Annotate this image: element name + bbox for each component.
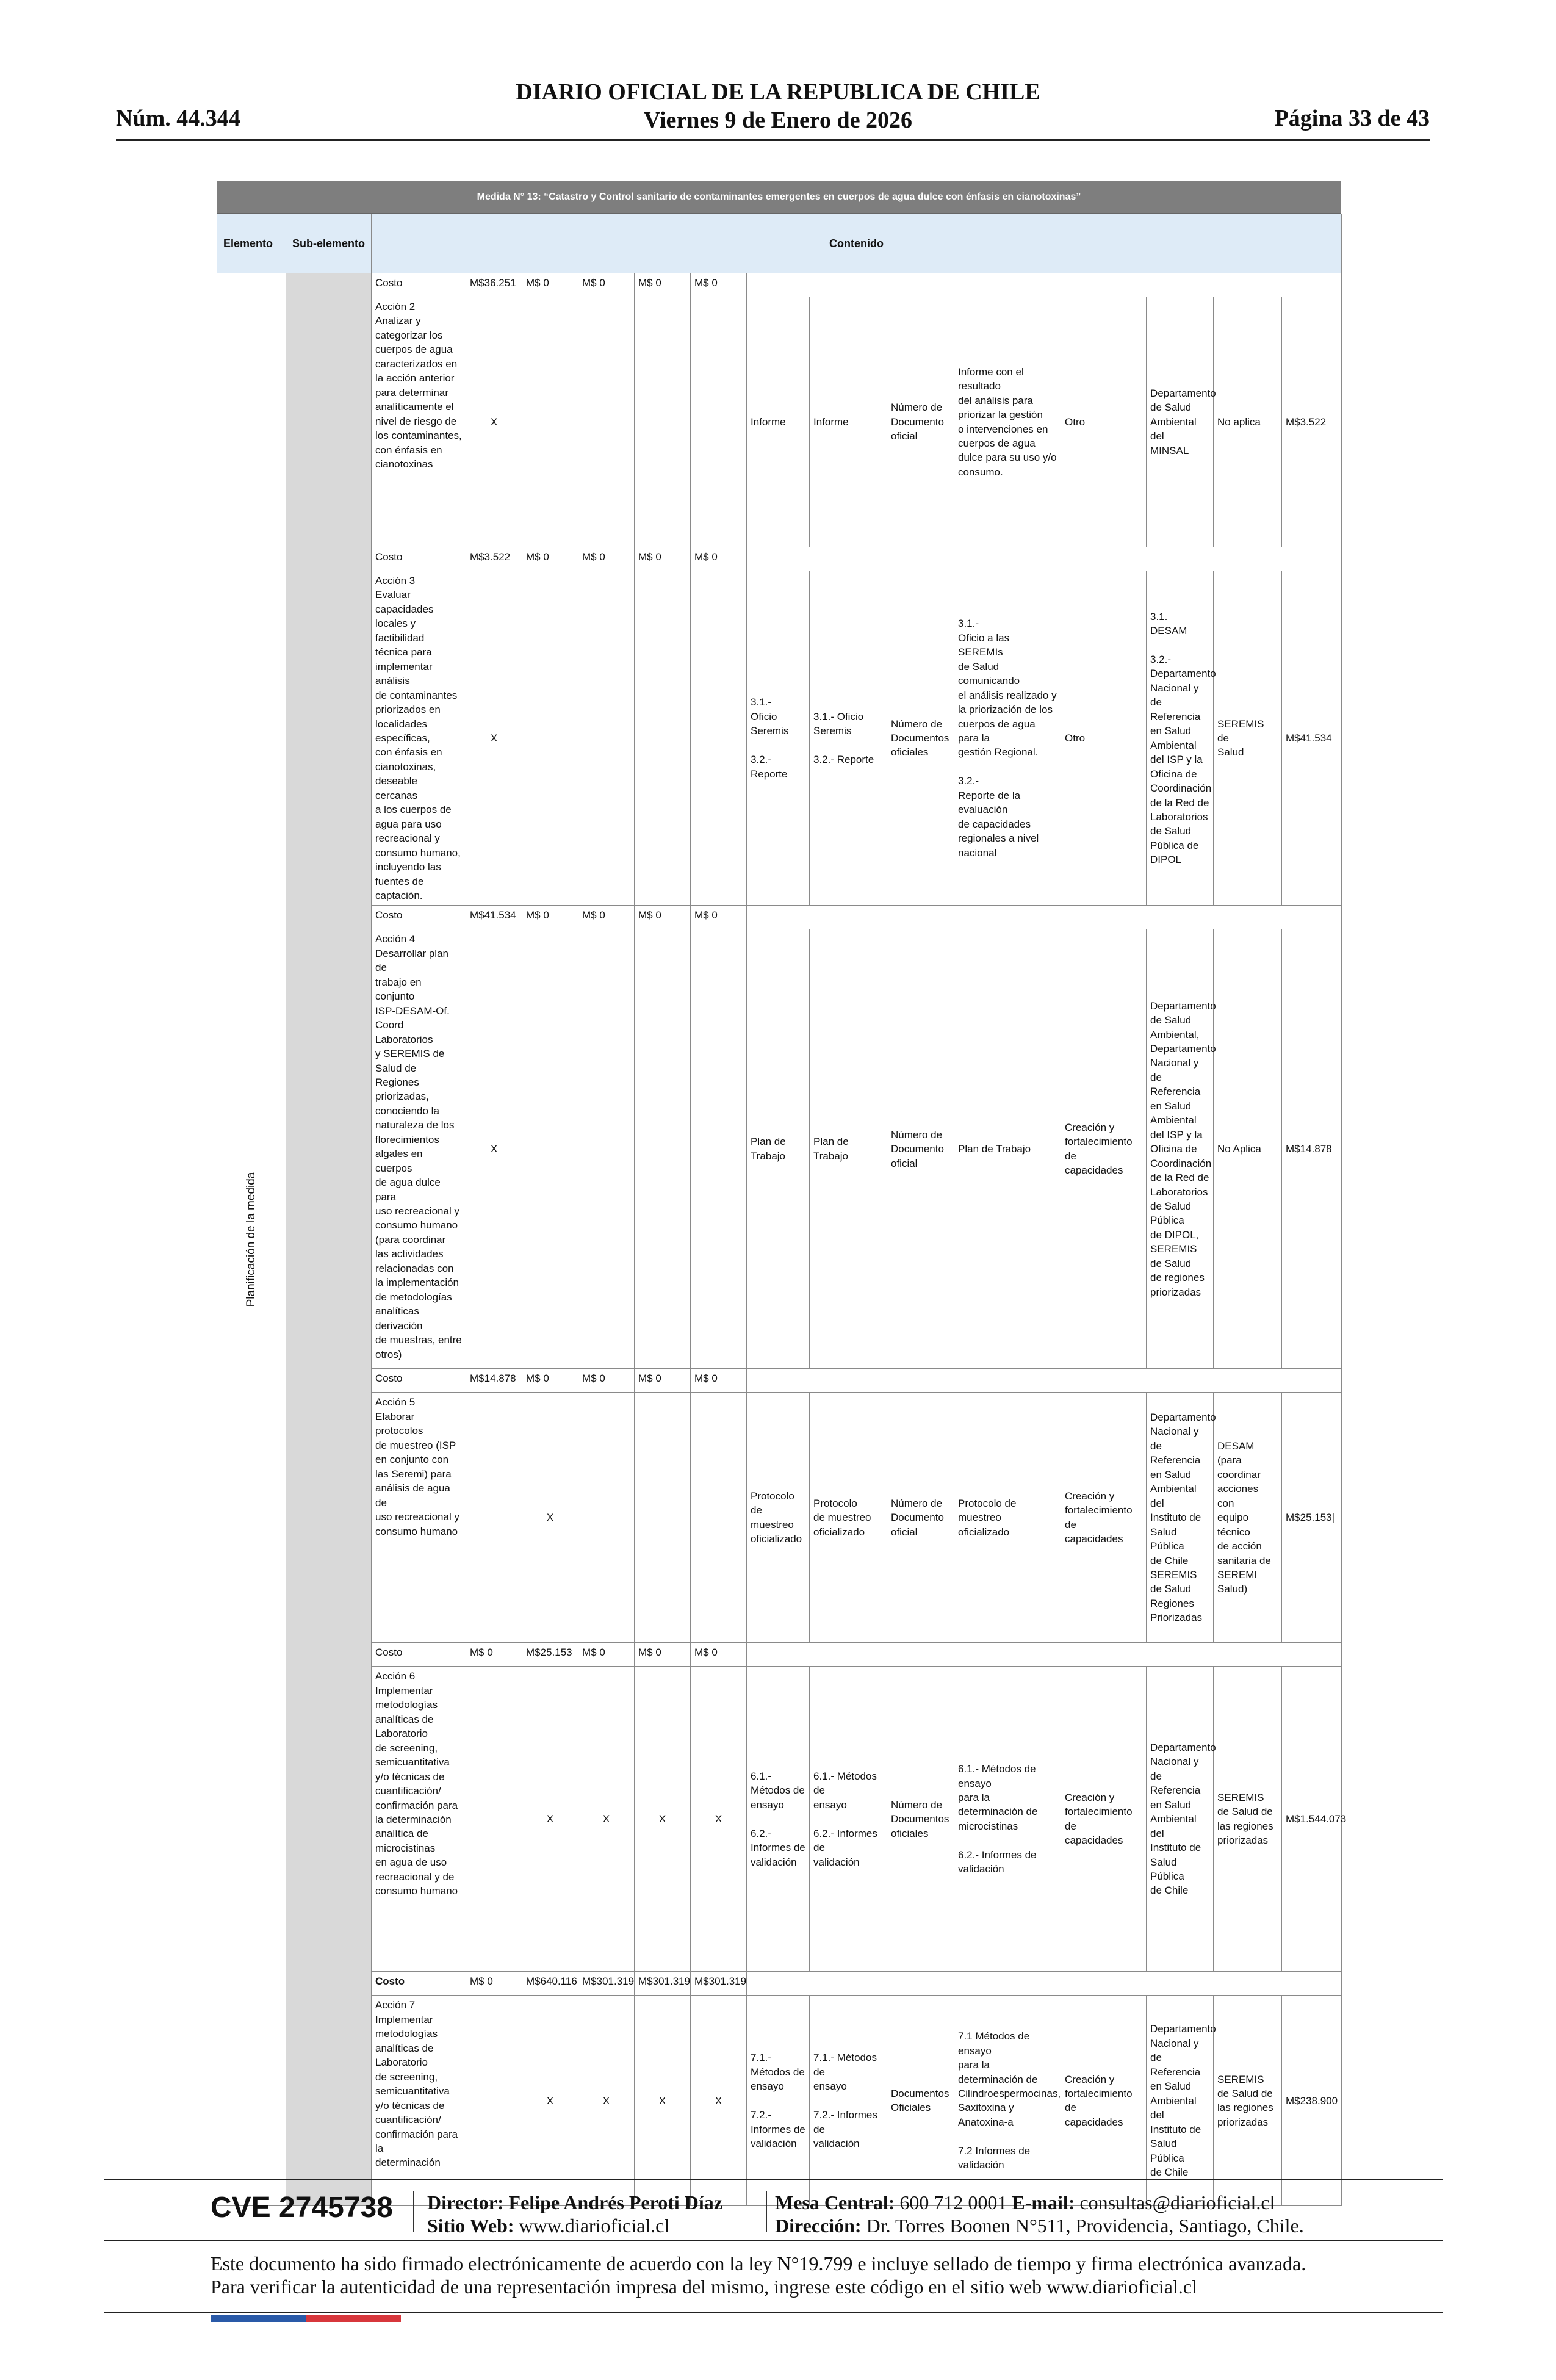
director-name: Felipe Andrés Peroti Díaz xyxy=(508,2191,722,2213)
mesa-phone: 600 712 0001 xyxy=(899,2191,1007,2213)
year-mark xyxy=(466,1996,522,2206)
cost-row xyxy=(217,1369,1342,1393)
cost-value: M$ 0 xyxy=(578,906,635,929)
action-responsible: Departamento Nacional y de Referencia en Salud Ambiental del Instituto de Salud Pública de Chile xyxy=(1147,1996,1214,2206)
footer-separator xyxy=(766,2191,767,2232)
cost-value: M$640.116 xyxy=(522,1972,578,1996)
cost-row-spacer xyxy=(747,906,1342,929)
year-mark: X xyxy=(522,1996,578,2206)
action-responsible: Departamento de Salud Ambiental del MINSAL xyxy=(1147,297,1214,547)
action-product: 3.1.- Oficio Seremis 3.2.- Reporte xyxy=(747,571,810,906)
action-type: Creación y fortalecimiento de capacidades xyxy=(1061,1996,1147,2206)
action-row xyxy=(217,297,1342,547)
cost-value: M$ 0 xyxy=(635,1369,691,1393)
action-indicator: Número de Documentos oficiales xyxy=(887,571,954,906)
mesa-label: Mesa Central: xyxy=(775,2191,895,2213)
year-mark: X xyxy=(635,1996,691,2206)
year-mark xyxy=(635,571,691,906)
action-amount: M$238.900 xyxy=(1282,1996,1342,2206)
cost-row-spacer xyxy=(747,1972,1342,1996)
action-indicator: Documentos Oficiales xyxy=(887,1996,954,2206)
footer-divider-mid xyxy=(104,2240,1443,2241)
cost-value: M$ 0 xyxy=(635,1643,691,1667)
action-description: Acción 6 Implementar metodologías analíticas de Laboratorio de screening, semicuantitativa y/o técnicas de cuantificación/ confirmación para la determinación analítica de microcistinas en agua de uso recreacional y de consumo humano xyxy=(372,1667,466,1972)
address-text: Dr. Torres Boonen N°511, Providencia, Santiago, Chile. xyxy=(866,2215,1304,2237)
action-indicator: Número de Documento oficial xyxy=(887,1393,954,1643)
cost-row-spacer xyxy=(747,273,1342,297)
action-indicator: Número de Documento oficial xyxy=(887,929,954,1369)
action-amount: M$25.153| xyxy=(1282,1393,1342,1643)
year-mark: X xyxy=(522,1393,578,1643)
signature-note: Este documento ha sido firmado electrónicamente de acuerdo con la ley N°19.799 e incluye sellado de tiempo y firma electrónica avanzada. Para verificar la autenticidad de una representación impresa del mismo, ingrese este código en el sitio web www.diarioficial.cl xyxy=(211,2252,1306,2298)
action-coordination: SEREMIS de Salud de las regiones priorizadas xyxy=(1214,1667,1282,1972)
year-mark xyxy=(578,1393,635,1643)
action-amount: M$1.544.073 xyxy=(1282,1667,1342,1972)
action-amount: M$3.522 xyxy=(1282,297,1342,547)
cost-row xyxy=(217,273,1342,297)
action-coordination: SEREMIS de Salud de las regiones priorizadas xyxy=(1214,1996,1282,2206)
journal-title: DIARIO OFICIAL DE LA REPUBLICA DE CHILE xyxy=(516,79,1040,105)
address-label: Dirección: xyxy=(775,2215,862,2237)
action-indicator: Número de Documentos oficiales xyxy=(887,1667,954,1972)
action-description: Acción 4 Desarrollar plan de trabajo en conjunto ISP-DESAM-Of. Coord Laboratorios y SEREMIS de Salud de Regiones priorizadas, conociendo la naturaleza de los florecimientos algales en cuerpos de agua dulce para uso recreacional y consumo humano (para coordinar las actividades relacionadas con la implementación de metodologías analíticas derivación de muestras, entre otros) xyxy=(372,929,466,1369)
site-label: Sitio Web: xyxy=(427,2215,514,2237)
action-verification: Protocolo de muestreo oficializado xyxy=(810,1393,887,1643)
action-verification: 7.1.- Métodos de ensayo 7.2.- Informes de validación xyxy=(810,1996,887,2206)
year-mark xyxy=(635,1393,691,1643)
cost-value: M$ 0 xyxy=(466,1643,522,1667)
action-type: Creación y fortalecimiento de capacidades xyxy=(1061,1667,1147,1972)
cost-value: M$ 0 xyxy=(691,906,747,929)
cost-value: M$36.251 xyxy=(466,273,522,297)
flag-stripe-red xyxy=(306,2315,401,2322)
year-mark xyxy=(578,929,635,1369)
action-amount: M$41.534 xyxy=(1282,571,1342,906)
cost-label: Costo xyxy=(372,1369,466,1393)
action-row xyxy=(217,1393,1342,1643)
col-subelemento: Sub-elemento xyxy=(286,214,372,273)
cost-value: M$ 0 xyxy=(635,273,691,297)
action-detail: Protocolo de muestreo oficializado xyxy=(954,1393,1061,1643)
year-mark: X xyxy=(578,1667,635,1972)
table-header-row xyxy=(217,214,1342,273)
action-description: Acción 5 Elaborar protocolos de muestreo (ISP en conjunto con las Seremi) para análisis de agua de uso recreacional y consumo humano xyxy=(372,1393,466,1643)
year-mark xyxy=(635,929,691,1369)
measure-table xyxy=(217,181,1347,2206)
cost-label: Costo xyxy=(372,1972,466,1996)
year-mark: X xyxy=(635,1667,691,1972)
cost-label: Costo xyxy=(372,906,466,929)
table-body xyxy=(217,273,1347,2206)
year-mark: X xyxy=(466,571,522,906)
cost-value: M$ 0 xyxy=(691,1643,747,1667)
cost-value: M$25.153 xyxy=(522,1643,578,1667)
action-responsible: 3.1. DESAM 3.2.- Departamento Nacional y de Referencia en Salud Ambiental del ISP y la Oficina de Coordinación de la Red de Laboratorios de Salud Pública de DIPOL xyxy=(1147,571,1214,906)
year-mark xyxy=(466,1393,522,1643)
year-mark xyxy=(522,571,578,906)
cost-value: M$ 0 xyxy=(635,906,691,929)
action-type: Creación y fortalecimiento de capacidades xyxy=(1061,929,1147,1369)
cost-value: M$3.522 xyxy=(466,547,522,571)
action-product: Protocolo de muestreo oficializado xyxy=(747,1393,810,1643)
cost-value: M$ 0 xyxy=(635,547,691,571)
footer-divider-top xyxy=(104,2179,1443,2180)
year-mark xyxy=(522,297,578,547)
action-type: Creación y fortalecimiento de capacidades xyxy=(1061,1393,1147,1643)
col-contenido: Contenido xyxy=(372,214,1342,273)
cost-value: M$ 0 xyxy=(691,273,747,297)
cost-value: M$ 0 xyxy=(522,273,578,297)
year-mark xyxy=(691,571,747,906)
cost-value: M$ 0 xyxy=(578,1643,635,1667)
action-verification: Informe xyxy=(810,297,887,547)
action-verification: Plan de Trabajo xyxy=(810,929,887,1369)
cost-value: M$ 0 xyxy=(578,547,635,571)
action-indicator: Número de Documento oficial xyxy=(887,297,954,547)
action-row xyxy=(217,571,1342,906)
action-amount: M$14.878 xyxy=(1282,929,1342,1369)
action-row xyxy=(217,1667,1342,1972)
cost-row-spacer xyxy=(747,1643,1342,1667)
header-divider xyxy=(116,139,1430,141)
year-mark xyxy=(691,1393,747,1643)
year-mark xyxy=(466,1667,522,1972)
element-label: Planificación de la medida xyxy=(244,1172,258,1307)
action-detail: 7.1 Métodos de ensayo para la determinación de Cilindroespermocinas, Saxitoxina y Anatoxina-a 7.2 Informes de validación xyxy=(954,1996,1061,2206)
cost-value: M$ 0 xyxy=(522,547,578,571)
email-link[interactable]: consultas@diarioficial.cl xyxy=(1079,2191,1275,2213)
action-responsible: Departamento de Salud Ambiental, Departamento Nacional y de Referencia en Salud Ambiental del ISP y la Oficina de Coordinación de la Red de Laboratorios de Salud Pública de DIPOL, SEREMIS de Salud de regiones priorizadas xyxy=(1147,929,1214,1369)
action-type: Otro xyxy=(1061,571,1147,906)
footer-director-block xyxy=(427,2191,722,2237)
cost-value: M$ 0 xyxy=(578,1369,635,1393)
action-coordination: DESAM (para coordinar acciones con equipo técnico de acción sanitaria de SEREMI Salud) xyxy=(1214,1393,1282,1643)
cost-row xyxy=(217,1972,1342,1996)
action-description: Acción 7 Implementar metodologías analíticas de Laboratorio de screening, semicuantitativa y/o técnicas de cuantificación/ confirmación para la determinación xyxy=(372,1996,466,2206)
year-mark xyxy=(578,571,635,906)
footer-contact-block xyxy=(775,2191,1304,2237)
year-mark xyxy=(691,297,747,547)
cost-value: M$ 0 xyxy=(522,1369,578,1393)
action-description: Acción 3 Evaluar capacidades locales y factibilidad técnica para implementar análisis de contaminantes priorizados en localidades específicas, con énfasis en cianotoxinas, deseable cercanas a los cuerpos de agua para uso recreacional y consumo humano, incluyendo las fuentes de captación. xyxy=(372,571,466,906)
action-product: Plan de Trabajo xyxy=(747,929,810,1369)
issue-number: Núm. 44.344 xyxy=(116,106,240,131)
cost-row xyxy=(217,547,1342,571)
action-type: Otro xyxy=(1061,297,1147,547)
year-mark xyxy=(522,929,578,1369)
action-detail: 6.1.- Métodos de ensayo para la determinación de microcistinas 6.2.- Informes de validación xyxy=(954,1667,1061,1972)
cost-label: Costo xyxy=(372,273,466,297)
year-mark: X xyxy=(466,929,522,1369)
action-product: Informe xyxy=(747,297,810,547)
flag-stripe-blue xyxy=(211,2315,306,2322)
year-mark: X xyxy=(691,1667,747,1972)
cost-value: M$41.534 xyxy=(466,906,522,929)
element-cell xyxy=(217,273,286,2206)
footer-divider-bottom xyxy=(104,2312,1443,2313)
cost-value: M$ 0 xyxy=(578,273,635,297)
measure-grid xyxy=(217,214,1347,2206)
cve-code: CVE 2745738 xyxy=(211,2191,393,2224)
action-detail: 3.1.- Oficio a las SEREMIs de Salud comunicando el análisis realizado y la priorización de los cuerpos de agua para la gestión Regional. 3.2.- Reporte de la evaluación de capacidades regionales a nivel nacional xyxy=(954,571,1061,906)
year-mark xyxy=(635,297,691,547)
cost-row xyxy=(217,1643,1342,1667)
action-product: 6.1.- Métodos de ensayo 6.2.- Informes de validación xyxy=(747,1667,810,1972)
action-row xyxy=(217,1996,1342,2206)
cost-value: M$ 0 xyxy=(691,547,747,571)
subelement-cell xyxy=(286,273,372,2206)
action-verification: 6.1.- Métodos de ensayo 6.2.- Informes de validación xyxy=(810,1667,887,1972)
cost-value: M$301.319 xyxy=(635,1972,691,1996)
action-product: 7.1.- Métodos de ensayo 7.2.- Informes de validación xyxy=(747,1996,810,2206)
cost-value: M$ 0 xyxy=(691,1369,747,1393)
action-coordination: SEREMIS de Salud xyxy=(1214,571,1282,906)
col-elemento: Elemento xyxy=(217,214,286,273)
year-mark xyxy=(691,929,747,1369)
action-detail: Plan de Trabajo xyxy=(954,929,1061,1369)
year-mark xyxy=(578,297,635,547)
action-coordination: No Aplica xyxy=(1214,929,1282,1369)
email-label: E-mail: xyxy=(1012,2191,1075,2213)
action-coordination: No aplica xyxy=(1214,297,1282,547)
cost-value: M$301.319 xyxy=(691,1972,747,1996)
action-row xyxy=(217,929,1342,1369)
issue-date: Viernes 9 de Enero de 2026 xyxy=(643,107,913,133)
page-indicator: Página 33 de 43 xyxy=(1274,106,1430,131)
cost-row-spacer xyxy=(747,1369,1342,1393)
action-description: Acción 2 Analizar y categorizar los cuerpos de agua caracterizados en la acción anterior para determinar analíticamente el nivel de riesgo de los contaminantes, con énfasis en cianotoxinas xyxy=(372,297,466,547)
cost-value: M$ 0 xyxy=(522,906,578,929)
year-mark: X xyxy=(522,1667,578,1972)
footer-separator xyxy=(413,2191,414,2232)
cost-value: M$14.878 xyxy=(466,1369,522,1393)
action-verification: 3.1.- Oficio Seremis 3.2.- Reporte xyxy=(810,571,887,906)
cost-row-spacer xyxy=(747,547,1342,571)
masthead xyxy=(427,78,1129,134)
cost-label: Costo xyxy=(372,1643,466,1667)
action-responsible: Departamento Nacional y de Referencia en Salud Ambiental del Instituto de Salud Pública de Chile xyxy=(1147,1667,1214,1972)
cost-value: M$ 0 xyxy=(466,1972,522,1996)
table-title: Medida N° 13: “Catastro y Control sanitario de contaminantes emergentes en cuerpos de agua dulce con énfasis en cianotoxinas” xyxy=(217,181,1341,214)
director-label: Director: xyxy=(427,2191,504,2213)
year-mark: X xyxy=(578,1996,635,2206)
year-mark: X xyxy=(466,297,522,547)
cost-value: M$301.319 xyxy=(578,1972,635,1996)
site-link[interactable]: www.diarioficial.cl xyxy=(519,2215,670,2237)
year-mark: X xyxy=(691,1996,747,2206)
action-detail: Informe con el resultado del análisis para priorizar la gestión o intervenciones en cuerpos de agua dulce para su uso y/o consumo. xyxy=(954,297,1061,547)
cost-row xyxy=(217,906,1342,929)
action-responsible: Departamento Nacional y de Referencia en Salud Ambiental del Instituto de Salud Pública de Chile SEREMIS de Salud Regiones Priorizadas xyxy=(1147,1393,1214,1643)
cost-label: Costo xyxy=(372,547,466,571)
